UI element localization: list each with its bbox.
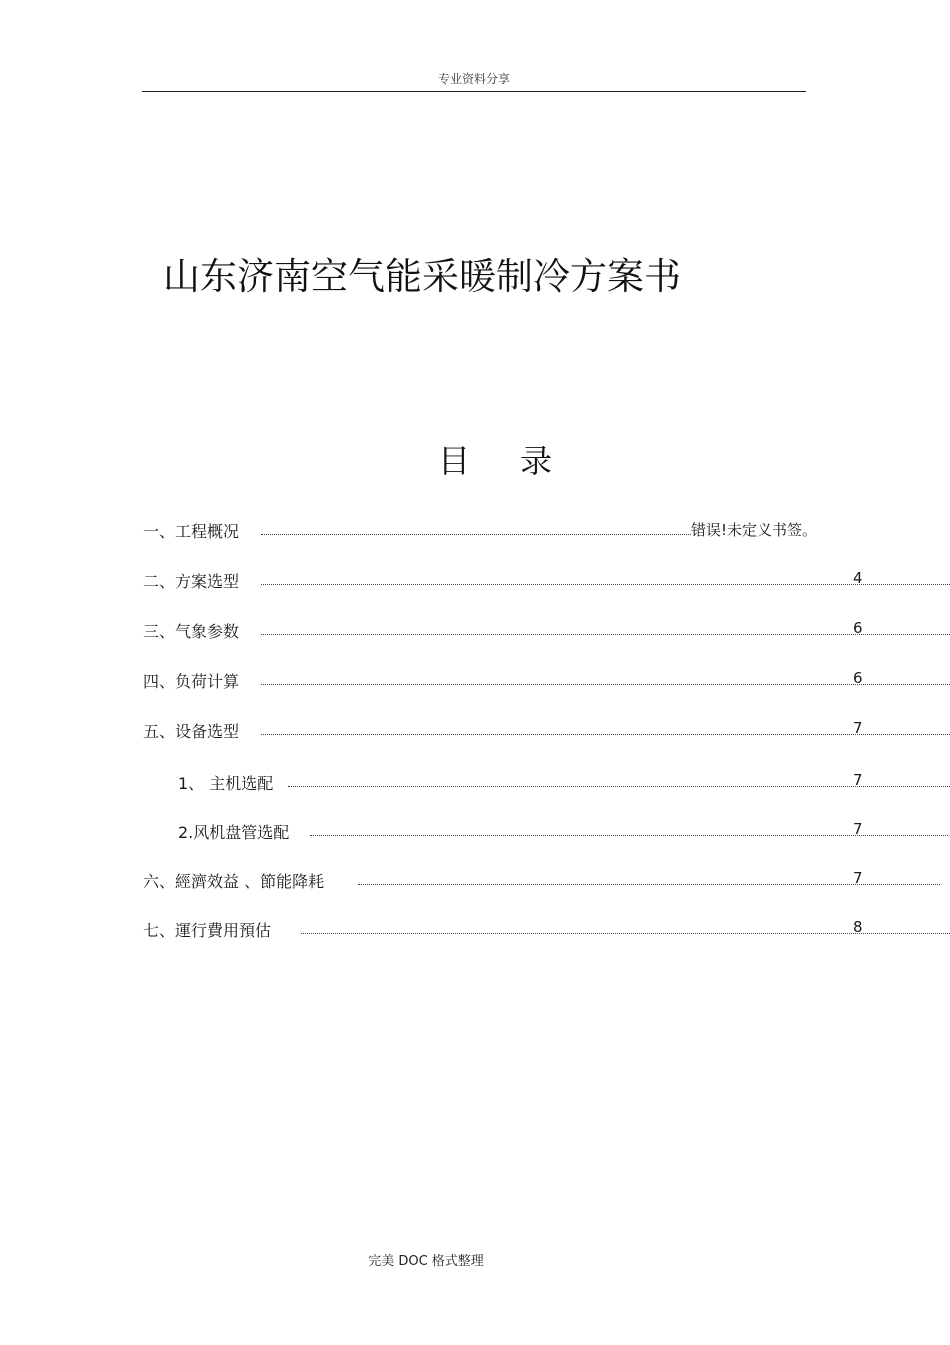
toc-entry[interactable] bbox=[143, 519, 853, 541]
toc-entry-page: 6 bbox=[853, 619, 863, 637]
toc-entry[interactable] bbox=[143, 918, 950, 940]
toc-leader bbox=[261, 734, 950, 735]
document-title: 山东济南空气能采暖制冷方案书 bbox=[163, 255, 681, 298]
toc-leader bbox=[261, 634, 950, 635]
toc-entry-page: 8 bbox=[853, 918, 863, 936]
toc-entry-page: 7 bbox=[853, 719, 863, 737]
toc-entry[interactable] bbox=[178, 771, 950, 793]
page-footer: 完美 DOC 格式整理 bbox=[368, 1254, 484, 1269]
page-header: 专业资料分享 bbox=[437, 72, 510, 86]
toc-entry-page: 7 bbox=[853, 869, 863, 887]
toc-entry[interactable] bbox=[143, 719, 950, 741]
toc-entry[interactable] bbox=[143, 669, 950, 691]
toc-entry-page: 4 bbox=[853, 569, 863, 587]
toc-entry[interactable] bbox=[143, 569, 950, 591]
toc-entry[interactable] bbox=[178, 820, 948, 842]
toc-entry-page: 错误!未定义书签。 bbox=[691, 521, 818, 539]
toc-entry-page: 6 bbox=[853, 669, 863, 687]
toc-entry-label: 二、方案选型 bbox=[143, 572, 240, 591]
toc-leader bbox=[288, 786, 950, 787]
toc-entry-label: 六、經濟效益 、節能降耗 bbox=[143, 872, 325, 891]
toc-heading-right: 录 bbox=[520, 442, 553, 480]
toc-entry-label: 2.风机盘管选配 bbox=[178, 823, 290, 842]
toc-entry-label: 三、气象参数 bbox=[143, 622, 240, 641]
toc-entry-label: 1、 主机选配 bbox=[178, 774, 274, 793]
toc-leader bbox=[261, 684, 950, 685]
toc-leader bbox=[261, 584, 950, 585]
toc-entry[interactable] bbox=[143, 619, 950, 641]
toc-leader bbox=[261, 534, 691, 535]
toc-entry-label: 五、设备选型 bbox=[143, 722, 240, 741]
toc-entry-page: 7 bbox=[853, 771, 863, 789]
toc-entry-page: 7 bbox=[853, 820, 863, 838]
toc-entry[interactable] bbox=[143, 869, 940, 891]
toc-entry-label: 一、工程概况 bbox=[143, 522, 240, 541]
toc-entry-label: 四、负荷计算 bbox=[143, 672, 240, 691]
toc-heading-left: 目 bbox=[437, 442, 470, 480]
toc-entry-label: 七、運行費用預估 bbox=[143, 921, 272, 940]
